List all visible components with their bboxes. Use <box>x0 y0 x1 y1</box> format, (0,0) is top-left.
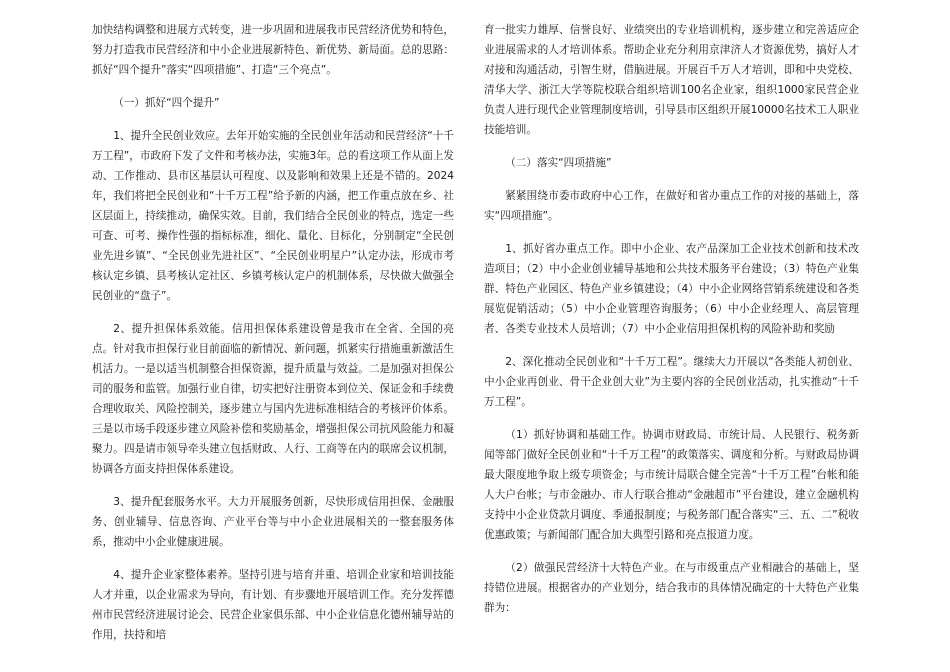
paragraph-entrepreneur-quality: 4、提升企业家整体素养。坚持引进与培育并重、培训企业家和培训技能人才并重，以企业需求为导向，有计划、有步骤地开展培训工作。充分发挥德州市民营经济进展讨论会、民营企业家俱乐部、中小企业信息化德州辅导站的作用，扶持和培 <box>92 569 454 641</box>
paragraph-intro: 加快结构调整和进展方式转变，进一步巩固和进展我市民营经济优势和特色，努力打造我市民营经济和中小企业进展新特色、新优势、新局面。总的思路：抓好“四个提升”落实“四项措施”、打造“三个亮点”。 <box>92 24 454 76</box>
paragraph-featured-industries: （2）做强民营经济十大特色产业。在与市级重点产业相融合的基础上，坚持错位进展。根据省办的产业划分，结合我市的具体情况确定的十大特色产业集群为： <box>484 562 859 614</box>
paragraph-measures-intro: 紧紧围绕市委市政府中心工作，在做好和省办重点工作的对接的基础上，落实“四项措施”。 <box>484 190 859 222</box>
paragraph-deepen-entrepreneurship: 2、深化推动全民创业和“十千万工程”。继续大力开展以“各类能人初创业、中小企业再创业、骨干企业创大业”为主要内容的全民创业活动，扎实推动“十千万工程”。 <box>484 356 859 408</box>
paragraph-training-continued: 育一批实力雄厚、信誉良好、业绩突出的专业培训机构，逐步建立和完善适应企业进展需求的人才培训体系。帮助企业充分利用京津济人才资源优势，搞好人才对接和沟通活动，引智生财，借脑进展。开展百千万人才培训，即和中央党校、清华大学、浙江大学等院校联合组织培训100名企业家，组织1000家民营企业负责人进行现代企业管理制度培训，引导县市区组织开展10000名技术工人职业技能培训。 <box>484 24 859 136</box>
paragraph-provincial-work: 1、抓好省办重点工作。即中小企业、农产品深加工企业技术创新和技术改造项目；（2）中小企业创业辅导基地和公共技术服务平台建设；（3）特色产业集群、特色产业园区、特色产业乡镇建设；（4）中小企业网络营销系统建设和各类展览促销活动；（5）中小企业管理咨询服务；（6）中小企业经理人、高层管理者、各类专业技术人员培训；（7）中小企业信用担保机构的风险补助和奖励 <box>484 243 859 335</box>
paragraph-support-services: 3、提升配套服务水平。大力开展服务创新，尽快形成信用担保、金融服务、创业辅导、信息咨询、产业平台等与中小企业进展相关的一整套服务体系，推动中小企业健康进展。 <box>92 496 454 548</box>
section-heading-four-improvements: （一）抓好“四个提升” <box>113 97 220 109</box>
paragraph-entrepreneurship: 1、提升全民创业效应。去年开始实施的全民创业年活动和民营经济“十千万工程”，市政府下发了文件和考核办法，实施3年。总的看这项工作从面上发动、工作推动、县市区基层认可程度、以及影响和效果上还是不错的。2024年，我们将把全民创业和“十千万工程”给予新的内涵，把工作重点放在乡、社区层面上，持续推动，确保实效。目前，我们结合全民创业的特点，选定一些可查、可考、操作性强的指标标准，细化、量化、目标化，分别制定“全民创业先进乡镇”、“全民创业先进社区”、“全民创业明星户”认定办法，形成市考核认定乡镇、县考核认定社区、乡镇考核认定户的机制体系，尽快做大做强全民创业的“盘子”。 <box>92 130 454 302</box>
section-heading-four-measures: （二）落实“四项措施” <box>505 157 612 169</box>
paragraph-coordination: （1）抓好协调和基础工作。协调市财政局、市统计局、人民银行、税务新闻等部门做好全民创业和“十千万工程”的政策落实、调度和分析。与财政局协调最大限度地争取上级专项资金；与市统计局联合健全完善“十千万工程”台帐和能人大户台帐；与市金融办、市人行联合推动“金融超市”平台建设，建立金融机构支持中小企业贷款月调度、季通报制度；与税务部门配合落实“三、五、二”税收优惠政策；与新闻部门配合加大典型引路和亮点报道力度。 <box>484 429 859 541</box>
left-column <box>92 20 454 658</box>
paragraph-guarantee-system: 2、提升担保体系效能。信用担保体系建设曾是我市在全省、全国的亮点。针对我市担保行业目前面临的新情况、新问题，抓紧实行措施重新激活生机活力。一是以适当机制整合担保资源，提升质量与效益。二是加强对担保公司的服务和监管。加强行业自律，切实把好注册资本到位关、保证金和手续费合理收取关、风险控制关，逐步建立与国内先进标准相结合的考核评价体系。三是以市场手段逐步建立风险补偿和奖励基金，增强担保公司抗风险能力和凝聚力。四是请市领导牵头建立包括财政、人行、工商等在内的联席会议机制，协调各方面支持担保体系建设。 <box>92 323 454 475</box>
right-column <box>484 20 859 631</box>
